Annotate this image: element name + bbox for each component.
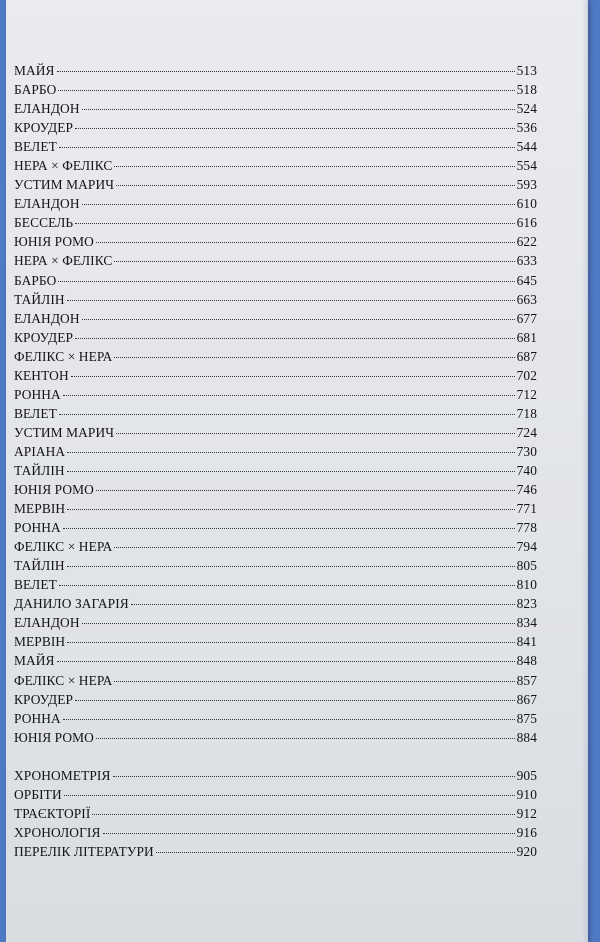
page-number: 875 — [516, 710, 537, 726]
toc-entry — [14, 368, 537, 387]
toc-entry — [14, 711, 537, 730]
toc-entry — [14, 463, 537, 482]
page-number: 794 — [516, 539, 537, 555]
entry-title: УСТИМ МАРИЧ — [14, 177, 115, 193]
entry-title: ОРБІТИ — [14, 786, 62, 802]
book-page — [6, 0, 588, 942]
entry-title: ЕЛАНДОН — [14, 310, 80, 326]
entry-title: БАРБО — [14, 272, 57, 288]
toc-entry — [14, 177, 537, 196]
page-number: 834 — [516, 615, 537, 631]
toc-entry — [14, 692, 537, 711]
page-number: 848 — [516, 653, 537, 669]
page-number: 610 — [516, 196, 537, 212]
page-number: 905 — [516, 767, 537, 783]
page-number: 681 — [516, 329, 537, 345]
page-number: 544 — [516, 139, 537, 155]
page-number: 730 — [516, 443, 537, 459]
dot-leader — [57, 661, 515, 662]
toc-entry — [14, 215, 537, 234]
toc-entry — [14, 596, 537, 615]
dot-leader — [92, 814, 514, 815]
dot-leader — [75, 700, 515, 701]
dot-leader — [59, 585, 515, 586]
dot-leader — [67, 471, 515, 472]
page-number: 554 — [516, 158, 537, 174]
toc-entry — [14, 444, 537, 463]
toc-entry — [14, 273, 537, 292]
entry-title: АРІАНА — [14, 443, 66, 459]
entry-title: ДАНИЛО ЗАГАРІЯ — [14, 596, 129, 612]
toc-entry — [14, 787, 537, 806]
entry-title: НЕРА × ФЕЛІКС — [14, 253, 113, 269]
toc-entry — [14, 63, 537, 82]
dot-leader — [75, 338, 515, 339]
toc-entry — [14, 234, 537, 253]
dot-leader — [114, 681, 514, 682]
toc-entry — [14, 311, 537, 330]
entry-title: ЕЛАНДОН — [14, 101, 80, 117]
toc-entry — [14, 768, 537, 787]
dot-leader — [57, 71, 515, 72]
toc-entry — [14, 844, 537, 863]
page-number: 524 — [516, 101, 537, 117]
toc-entry — [14, 653, 537, 672]
page-number: 513 — [516, 63, 537, 78]
entry-title: ВЕЛЕТ — [14, 139, 57, 155]
page-number: 884 — [516, 729, 537, 745]
page-number: 536 — [516, 120, 537, 136]
entry-title: ТАЙЛІН — [14, 291, 65, 307]
page-number: 867 — [516, 691, 537, 707]
toc-entry — [14, 577, 537, 596]
dot-leader — [59, 147, 515, 148]
entry-title: ХРОНОЛОГІЯ — [14, 824, 101, 840]
section-gap — [14, 749, 537, 768]
toc-entry — [14, 292, 537, 311]
toc-entry — [14, 730, 537, 749]
dot-leader — [58, 281, 514, 282]
page-number: 746 — [516, 482, 537, 498]
entry-title: ЮНІЯ РОМО — [14, 729, 94, 745]
toc-entry — [14, 158, 537, 177]
dot-leader — [96, 242, 515, 243]
page-number: 740 — [516, 462, 537, 478]
entry-title: РОННА — [14, 386, 61, 402]
dot-leader — [113, 776, 515, 777]
entry-title: ЕЛАНДОН — [14, 615, 80, 631]
dot-leader — [75, 128, 515, 129]
entry-title: ВЕЛЕТ — [14, 577, 57, 593]
page-number: 805 — [516, 558, 537, 574]
toc-entry — [14, 425, 537, 444]
dot-leader — [116, 185, 515, 186]
entry-title: ВЕЛЕТ — [14, 405, 57, 421]
page-number: 687 — [516, 348, 537, 364]
dot-leader — [71, 376, 515, 377]
dot-leader — [114, 357, 514, 358]
dot-leader — [67, 509, 514, 510]
dot-leader — [67, 566, 515, 567]
entry-title: ФЕЛІКС × НЕРА — [14, 348, 113, 364]
entry-title: ЕЛАНДОН — [14, 196, 80, 212]
toc-entry — [14, 101, 537, 120]
entry-title: ФЕЛІКС × НЕРА — [14, 539, 113, 555]
dot-leader — [114, 547, 514, 548]
toc-entry — [14, 387, 537, 406]
page-number: 810 — [516, 577, 537, 593]
entry-title: ХРОНОМЕТРІЯ — [14, 767, 111, 783]
appendix-list — [14, 768, 537, 863]
dot-leader — [103, 833, 515, 834]
dot-leader — [96, 738, 515, 739]
entry-title: ЮНІЯ РОМО — [14, 234, 94, 250]
dot-leader — [114, 166, 514, 167]
entry-title: БЕССЕЛЬ — [14, 215, 74, 231]
dot-leader — [67, 452, 514, 453]
page-number: 857 — [516, 672, 537, 688]
dot-leader — [63, 528, 515, 529]
page-number: 633 — [516, 253, 537, 269]
page-number: 616 — [516, 215, 537, 231]
dot-leader — [67, 300, 515, 301]
toc-entry — [14, 825, 537, 844]
toc-entry — [14, 349, 537, 368]
chapter-list — [14, 63, 537, 749]
dot-leader — [82, 204, 515, 205]
entry-title: КЕНТОН — [14, 367, 69, 383]
page-number: 677 — [516, 310, 537, 326]
entry-title: КРОУДЕР — [14, 691, 74, 707]
toc-entry — [14, 82, 537, 101]
entry-title: ТАЙЛІН — [14, 558, 65, 574]
entry-title: УСТИМ МАРИЧ — [14, 424, 115, 440]
dot-leader — [131, 604, 515, 605]
toc-entry — [14, 539, 537, 558]
page-number: 771 — [516, 501, 537, 517]
dot-leader — [58, 90, 514, 91]
entry-title: МАЙЯ — [14, 63, 55, 78]
page-number: 841 — [516, 634, 537, 650]
dot-leader — [63, 395, 515, 396]
dot-leader — [67, 642, 514, 643]
page-number: 724 — [516, 424, 537, 440]
page-number: 823 — [516, 596, 537, 612]
toc-entry — [14, 558, 537, 577]
entry-title: КРОУДЕР — [14, 329, 74, 345]
entry-title: ТАЙЛІН — [14, 462, 65, 478]
entry-title: РОННА — [14, 710, 61, 726]
page-number: 916 — [516, 824, 537, 840]
entry-title: РОННА — [14, 520, 61, 536]
dot-leader — [82, 623, 515, 624]
toc-entry — [14, 120, 537, 139]
entry-title: МЕРВІН — [14, 634, 66, 650]
entry-title: МАЙЯ — [14, 653, 55, 669]
dot-leader — [116, 433, 515, 434]
page-number: 778 — [516, 520, 537, 536]
toc-entry — [14, 406, 537, 425]
toc-entry — [14, 253, 537, 272]
dot-leader — [64, 795, 515, 796]
page-number: 593 — [516, 177, 537, 193]
dot-leader — [63, 719, 515, 720]
entry-title: ЮНІЯ РОМО — [14, 482, 94, 498]
entry-title: КРОУДЕР — [14, 120, 74, 136]
page-number: 645 — [516, 272, 537, 288]
toc-entry — [14, 673, 537, 692]
entry-title: БАРБО — [14, 82, 57, 98]
entry-title: НЕРА × ФЕЛІКС — [14, 158, 113, 174]
entry-title: ТРАЄКТОРІЇ — [14, 805, 91, 821]
page-number: 910 — [516, 786, 537, 802]
dot-leader — [75, 223, 514, 224]
entry-title: МЕРВІН — [14, 501, 66, 517]
toc-entry — [14, 615, 537, 634]
page-number: 518 — [516, 82, 537, 98]
toc-entry — [14, 330, 537, 349]
entry-title: ПЕРЕЛІК ЛІТЕРАТУРИ — [14, 843, 154, 859]
dot-leader — [96, 490, 515, 491]
toc-entry — [14, 482, 537, 501]
dot-leader — [114, 261, 514, 262]
dot-leader — [82, 319, 515, 320]
page-number: 702 — [516, 367, 537, 383]
page-number: 920 — [516, 843, 537, 859]
dot-leader — [59, 414, 515, 415]
table-of-contents — [14, 63, 537, 863]
toc-entry — [14, 520, 537, 539]
toc-entry — [14, 806, 537, 825]
toc-entry — [14, 634, 537, 653]
entry-title: ФЕЛІКС × НЕРА — [14, 672, 113, 688]
dot-leader — [156, 852, 515, 853]
page-number: 663 — [516, 291, 537, 307]
page-number: 622 — [516, 234, 537, 250]
page-number: 718 — [516, 405, 537, 421]
page-number: 712 — [516, 386, 537, 402]
dot-leader — [82, 109, 515, 110]
page-number: 912 — [516, 805, 537, 821]
toc-entry — [14, 196, 537, 215]
toc-entry — [14, 501, 537, 520]
toc-entry — [14, 139, 537, 158]
